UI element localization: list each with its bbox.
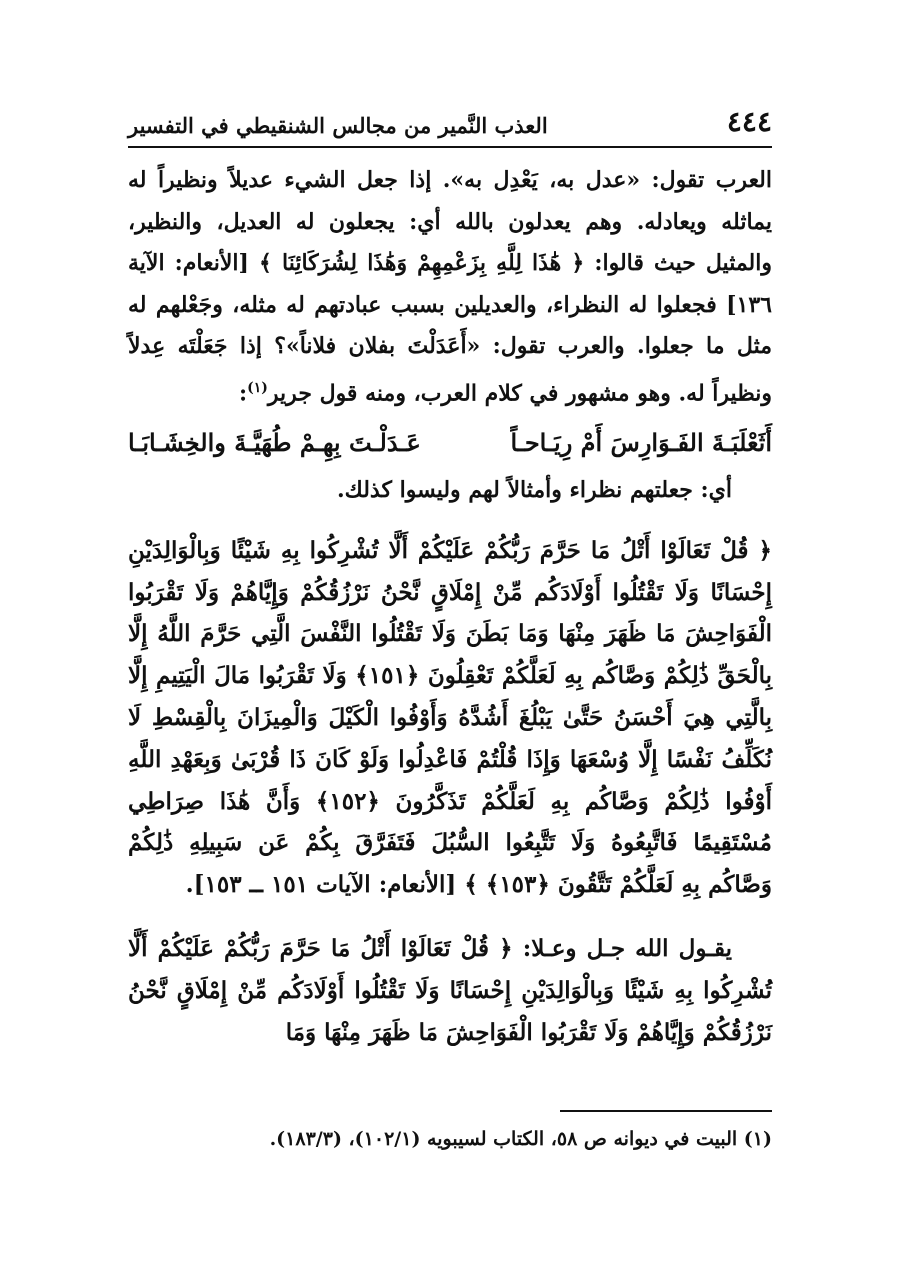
poem-second-hemistich: عَـدَلْـتَ بِهِـمْ طُهَيَّـةَ والخِشَـابَـا [128, 428, 421, 458]
second-paragraph: يقـول الله جـل وعـلا: ﴿ قُلْ تَعَالَوْا أَتْلُ مَا حَرَّمَ رَبُّكُمْ عَلَيْكُمْ أَلَّا تُشْرِكُوا بِهِ شَيْئًا وَبِالْوَالِدَيْنِ إِحْسَانًا وَلَا تَقْتُلُوا أَوْلَادَكُم مِّنْ إِمْلَاقٍ نَّحْنُ نَرْزُقُكُمْ وَإِيَّاهُمْ وَلَا تَقْرَبُوا الْفَوَاحِشَ مَا ظَهَرَ مِنْهَا وَمَا [128, 935, 772, 1046]
poem-verse [128, 420, 772, 466]
footnote-reference: (١) [247, 379, 268, 396]
intro-text: العرب تقول: «عدل به، يَعْدِل به». إذا جعل الشيء عديلاً ونظيراً له يماثله ويعادله. وهم يعدلون بالله أي: يجعلون له العديل، والنظير، والمثيل حيث قالوا: ﴿ هَٰذَا لِلَّهِ بِزَعْمِهِمْ وَهَٰذَا لِشُرَكَائِنَا ﴾ [الأنعام: الآية ١٣٦] فجعلوا له النظراء، والعديلين بسبب عبادتهم له مثله، وجَعْلهم له مثل ما جعلوا. والعرب تقول: «أَعَدَلْتَ بفلان فلاناً»؟ إذا جَعَلْتَه عِدلاً ونظيراً له. وهو مشهور في كلام العرب، ومنه قول جرير [128, 167, 772, 406]
running-header [128, 94, 772, 138]
book-title: العذب النَّمير من مجالس الشنقيطي في التفسير [128, 113, 548, 138]
page-number: ٤٤٤ [726, 105, 772, 138]
quran-verses: ﴿ قُلْ تَعَالَوْا أَتْلُ مَا حَرَّمَ رَبُّكُمْ عَلَيْكُمْ أَلَّا تُشْرِكُوا بِهِ شَيْئًا وَبِالْوَالِدَيْنِ إِحْسَانًا وَلَا تَقْتُلُوا أَوْلَادَكُم مِّنْ إِمْلَاقٍ نَّحْنُ نَرْزُقُكُمْ وَإِيَّاهُمْ وَلَا تَقْرَبُوا الْفَوَاحِشَ مَا ظَهَرَ مِنْهَا وَمَا بَطَنَ وَلَا تَقْتُلُوا النَّفْسَ الَّتِي حَرَّمَ اللَّهُ إِلَّا بِالْحَقِّ ذَٰلِكُمْ وَصَّاكُم بِهِ لَعَلَّكُمْ تَعْقِلُونَ ﴿١٥١﴾ وَلَا تَقْرَبُوا مَالَ الْيَتِيمِ إِلَّا بِالَّتِي هِيَ أَحْسَنُ حَتَّىٰ يَبْلُغَ أَشُدَّهُ وَأَوْفُوا الْكَيْلَ وَالْمِيزَانَ بِالْقِسْطِ لَا نُكَلِّفُ نَفْسًا إِلَّا وُسْعَهَا وَإِذَا قُلْتُمْ فَاعْدِلُوا وَلَوْ كَانَ ذَا قُرْبَىٰ وَبِعَهْدِ اللَّهِ أَوْفُوا ذَٰلِكُمْ وَصَّاكُم بِهِ لَعَلَّكُمْ تَذَكَّرُونَ ﴿١٥٢﴾ وَأَنَّ هَٰذَا صِرَاطِي مُسْتَقِيمًا فَاتَّبِعُوهُ وَلَا تَتَّبِعُوا السُّبُلَ فَتَفَرَّقَ بِكُمْ عَن سَبِيلِهِ ذَٰلِكُمْ وَصَّاكُم بِهِ لَعَلَّكُمْ تَتَّقُونَ ﴿١٥٣﴾ ﴾ [128, 536, 772, 899]
quran-passage [128, 530, 772, 906]
footnote [128, 1124, 772, 1154]
intro-end: : [239, 379, 248, 406]
footnote-text: البيت في ديوانه ص ٥٨، الكتاب لسيبويه (١٠٢/١)، (١٨٣/٣). [269, 1128, 738, 1150]
intro-paragraph [128, 160, 772, 414]
header-divider [128, 146, 772, 148]
poem-first-hemistich: أَثَعْلَبَـةَ الفَـوَارِسَ أَمْ رِيَـاحـاً [510, 428, 772, 458]
poem-explanation: أي: جعلتهم نظراء وأمثالاً لهم وليسوا كذلك. [337, 477, 732, 504]
footnote-marker: (١) [743, 1128, 772, 1150]
main-text [128, 160, 772, 1053]
footnote-divider [560, 1110, 772, 1112]
quran-reference: [الأنعام: الآيات ١٥١ ــ ١٥٣]. [185, 871, 457, 899]
